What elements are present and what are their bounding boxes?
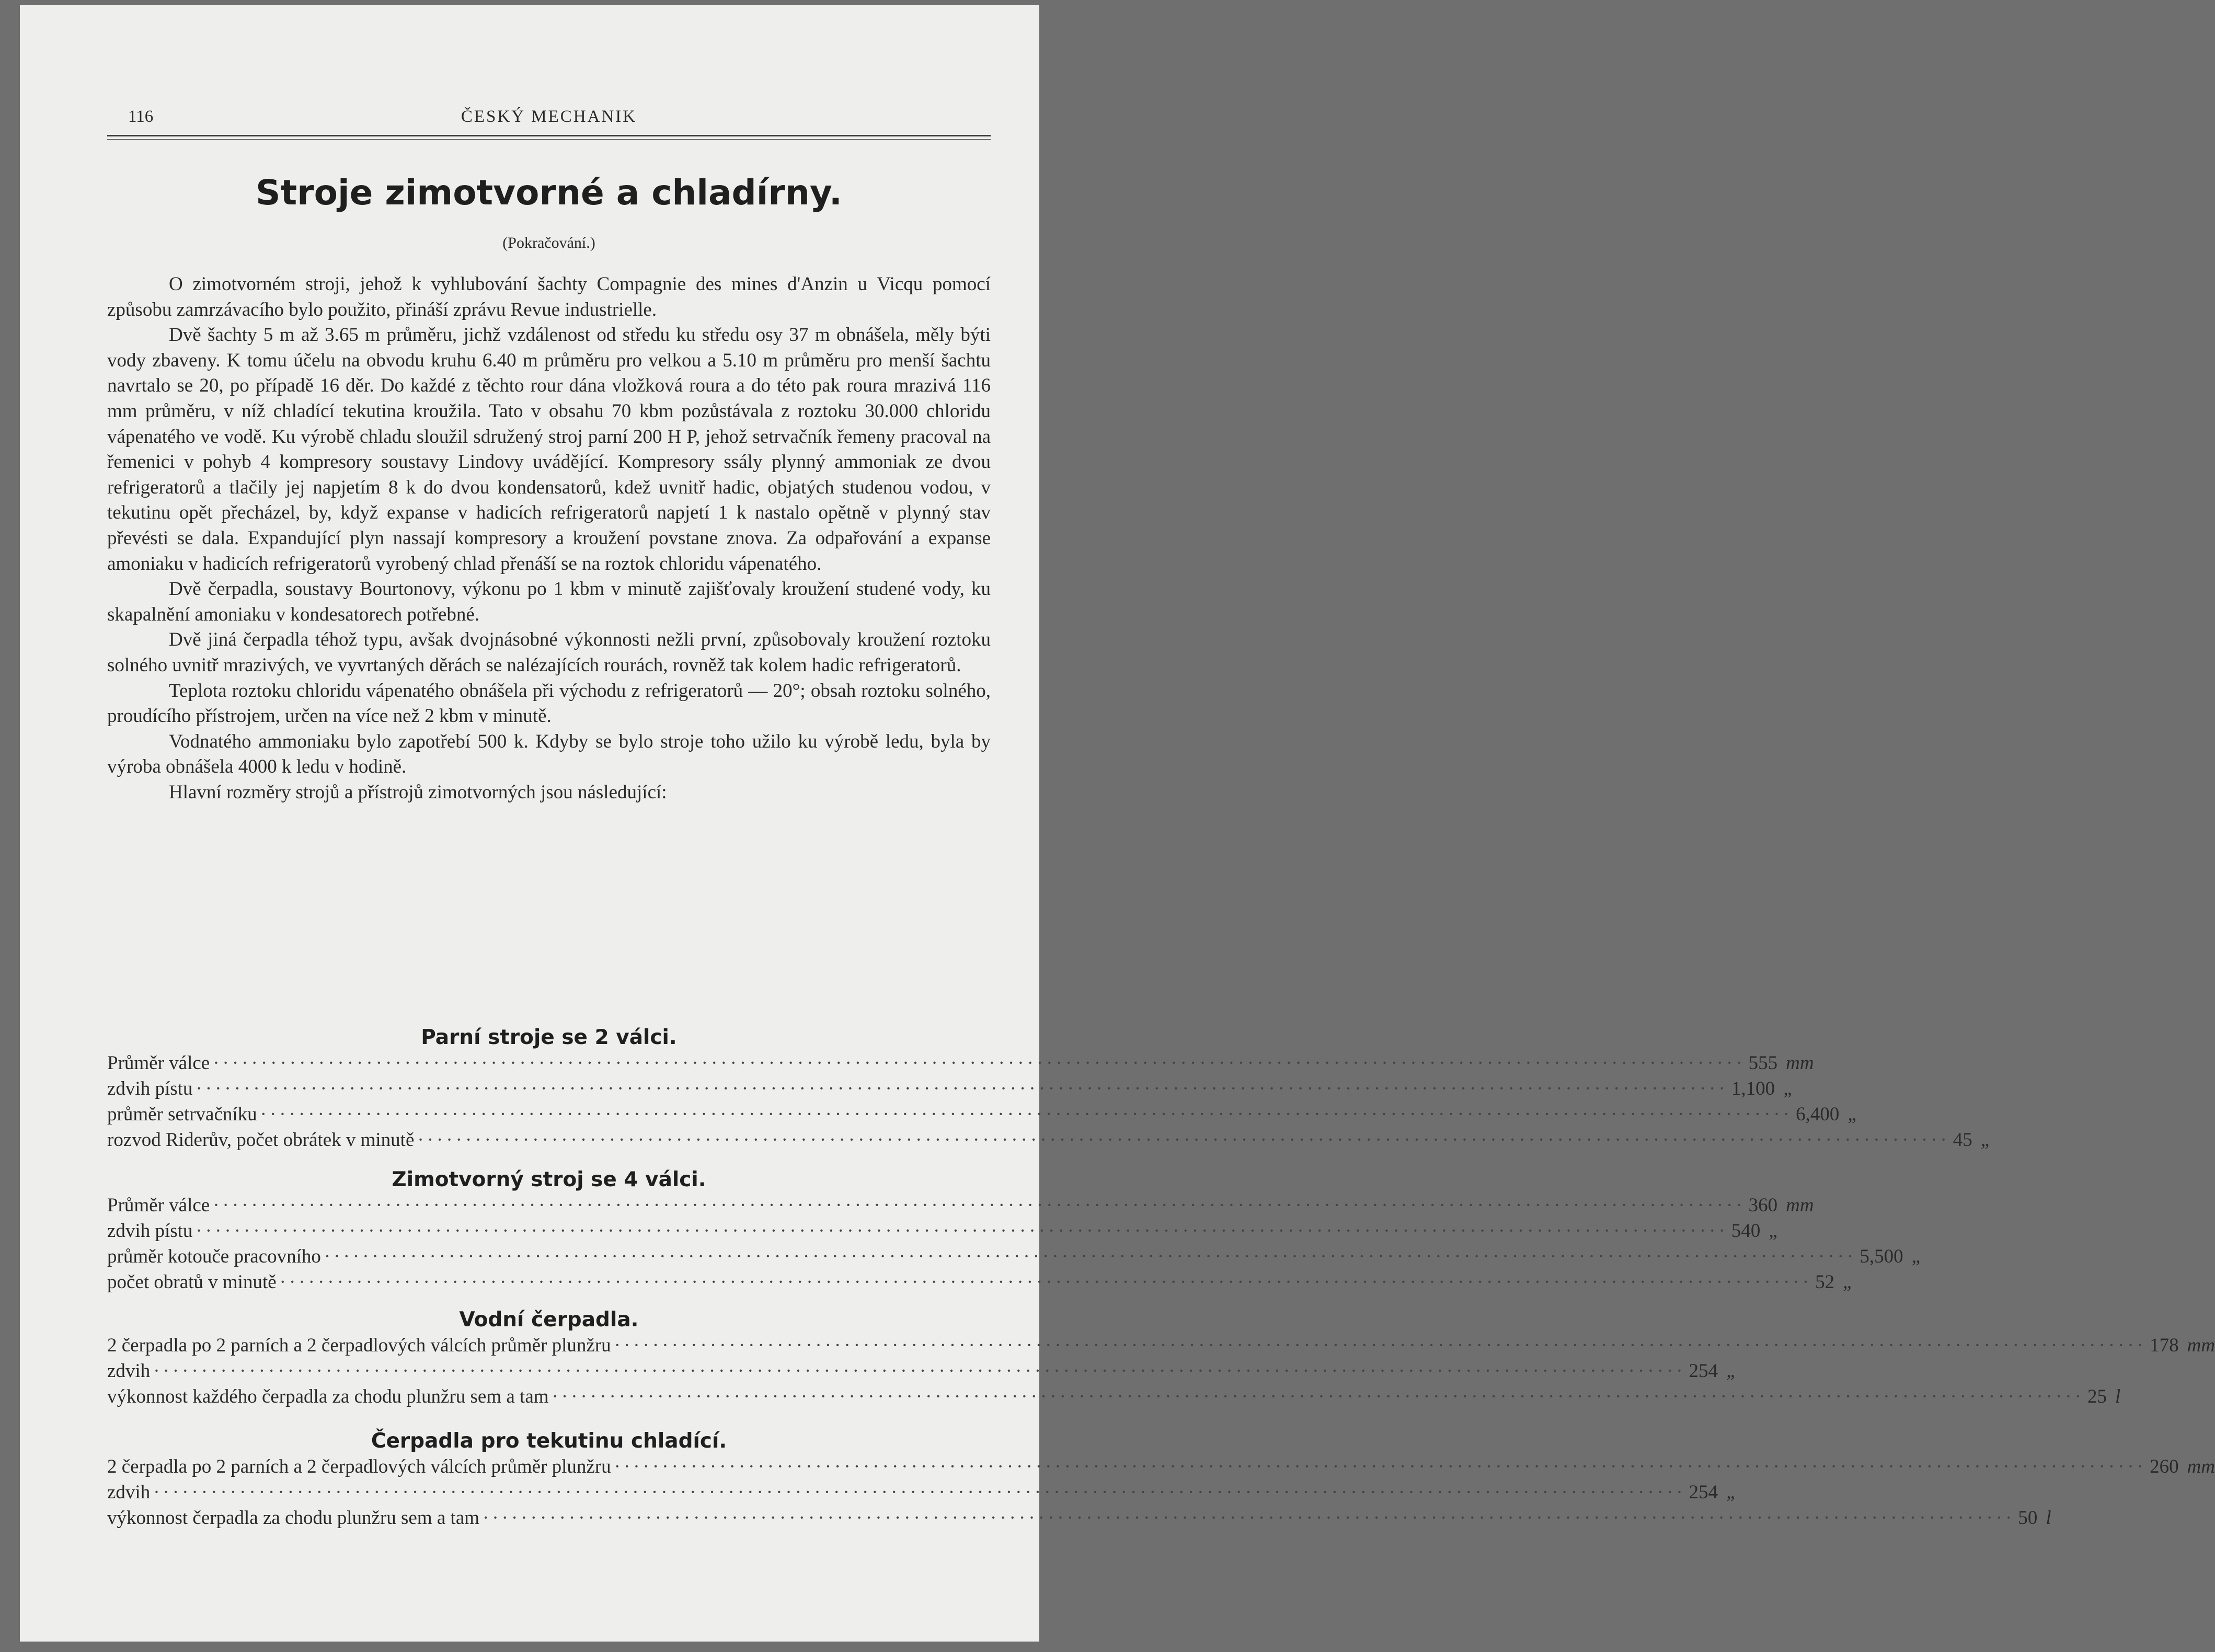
row-unit: „ xyxy=(1769,1220,1780,1242)
row-label: 2 čerpadla po 2 parních a 2 čerpadlových válcích průměr plunžru xyxy=(107,1456,611,1477)
row-value: 1,100 xyxy=(1731,1078,1775,1099)
leader-dots: ································································································································································ xyxy=(614,1335,2147,1356)
row-label: výkonnost čerpadla za chodu plunžru sem a tam xyxy=(107,1507,480,1529)
paragraph: Hlavní rozměry strojů a přístrojů zimotvorných jsou následující: xyxy=(169,781,667,803)
table-row xyxy=(107,1129,1992,1154)
table-row xyxy=(107,1507,2051,1532)
row-label: zdvih pístu xyxy=(107,1078,193,1099)
row-label: 2 čerpadla po 2 parních a 2 čerpadlových válcích průměr plunžru xyxy=(107,1335,611,1356)
row-label: počet obratů v minutě xyxy=(107,1271,277,1293)
table-row xyxy=(107,1194,1814,1220)
row-unit: „ xyxy=(1911,1246,1923,1267)
row-label: Průměr válce xyxy=(107,1052,210,1074)
row-unit: „ xyxy=(1726,1360,1737,1382)
row-label: výkonnost každého čerpadla za chodu plunžru sem a tam xyxy=(107,1386,549,1407)
leader-dots: ································································································································································ xyxy=(279,1271,1812,1293)
table-row xyxy=(107,1103,1858,1129)
table-row xyxy=(107,1481,1737,1507)
leader-dots: ································································································································································ xyxy=(260,1104,1793,1125)
article-title: Stroje zimotvorné a chladírny. xyxy=(256,173,842,213)
row-value: 540 xyxy=(1731,1220,1761,1242)
row-label: průměr setrvačníku xyxy=(107,1104,257,1125)
paragraph: O zimotvorném stroji, jehož k vyhlubování šachty Compagnie des mines d'Anzin u Vicqu pomocí způsobu zamrzávacího bylo použito, přináší zprávu Revue industrielle. xyxy=(107,273,991,320)
row-label: zdvih pístu xyxy=(107,1220,193,1242)
row-unit: mm xyxy=(2187,1335,2215,1356)
table-parni-stroje xyxy=(107,1024,1992,1154)
leader-dots: ································································································································································ xyxy=(213,1052,1746,1074)
row-unit: l xyxy=(2115,1386,2121,1407)
leader-dots: ································································································································································ xyxy=(483,1507,2015,1529)
table-row xyxy=(107,1077,1794,1103)
page-header xyxy=(107,107,991,133)
leader-dots: ································································································································································ xyxy=(196,1078,1728,1099)
row-unit: mm xyxy=(1786,1195,1814,1216)
row-unit: „ xyxy=(1980,1129,1992,1151)
row-value: 50 xyxy=(2018,1507,2038,1529)
row-label: průměr kotouče pracovního xyxy=(107,1246,321,1267)
paragraph: Dvě šachty 5 m až 3.65 m průměru, jichž vzdálenost od středu ku středu osy 37 m obnášela, měly býti vody zbaveny. K tomu účelu na obvodu kruhu 6.40 m průměru pro velkou a 5.10 m průměru pro menší šachtu navrtalo se 20, po případě 16 děr. Do každé z těchto rour dána vložková roura a do této pak roura mrazivá 116 mm průměru, v níž chladící tekutina kroužila. Tato v obsahu 70 kbm pozůstávala z roztoku 30.000 chloridu vápenatého ve vodě. Ku výrobě chladu sloužil sdružený stroj parní 200 H P, jehož setrvačník řemeny pracoval na řemenici v pohyb 4 kompresory soustavy Lindovy uvádějící. Kompresory ssály plynný ammoniak ze dvou refrigeratorů a tlačily jej napjetím 8 k do dvou kondensatorů, kdež uvnitř hadic, objatých studenou vodou, v tekutinu opět přecházel, by, když expanse v hadicích refrigeratorů napjetí 1 k nastalo opětně v plynný stav převésti se dala. Expandující plyn nassají kompresory a kroužení povstane znova. Za odpařování a expanse amoniaku v hadicích refrigeratorů vyrobený chlad přenáší se na roztok chloridu vápenatého. xyxy=(107,324,991,575)
table-row xyxy=(107,1271,1854,1297)
row-value: 5,500 xyxy=(1860,1246,1903,1267)
table-zimotvorny-stroj xyxy=(107,1166,1923,1297)
row-unit: mm xyxy=(1786,1052,1814,1074)
page-number: 116 xyxy=(128,107,154,126)
row-label: zdvih xyxy=(107,1360,151,1382)
paragraph: Dvě jiná čerpadla téhož typu, avšak dvojnásobné výkonnosti nežli první, způsobovaly kroužení roztoku solného uvnitř mrazivých, ve vyvrtaných děrách se nalézajících rourách, rovněž tak kolem hadic refrigeratorů. xyxy=(107,629,991,676)
row-value: 555 xyxy=(1748,1052,1778,1074)
leader-dots: ································································································································································ xyxy=(153,1482,1686,1503)
row-value: 360 xyxy=(1748,1195,1778,1216)
header-rule xyxy=(107,135,991,136)
row-label: Průměr válce xyxy=(107,1195,210,1216)
row-unit: „ xyxy=(1847,1104,1858,1125)
table-title: Čerpadla pro tekutinu chladící. xyxy=(371,1429,727,1453)
leader-dots: ································································································································································ xyxy=(552,1386,2084,1407)
article-body xyxy=(107,272,991,805)
table-row xyxy=(107,1385,2121,1411)
leader-dots: ································································································································································ xyxy=(153,1360,1686,1382)
table-row xyxy=(107,1334,2215,1360)
table-row xyxy=(107,1360,1737,1385)
leader-dots: ································································································································································ xyxy=(417,1129,1950,1151)
leader-dots: ································································································································································ xyxy=(614,1456,2147,1477)
table-vodni-cerpadla xyxy=(107,1306,2215,1411)
running-title: ČESKÝ MECHANIK xyxy=(461,107,637,126)
row-value: 45 xyxy=(1953,1129,1972,1151)
table-row xyxy=(107,1220,1780,1245)
row-value: 6,400 xyxy=(1796,1104,1840,1125)
row-unit: „ xyxy=(1726,1482,1737,1503)
row-value: 52 xyxy=(1815,1271,1835,1293)
leader-dots: ································································································································································ xyxy=(213,1195,1746,1216)
row-unit: „ xyxy=(1783,1078,1794,1099)
table-cerpadla-chladici xyxy=(107,1427,2215,1532)
paragraph: Vodnatého ammoniaku bylo zapotřebí 500 k. Kdyby se bylo stroje toho užilo ku výrobě ledu, byla by výroba obnášela 4000 k ledu v hodině. xyxy=(107,730,991,778)
table-row xyxy=(107,1245,1923,1271)
row-label: rozvod Riderův, počet obrátek v minutě xyxy=(107,1129,415,1151)
table-row xyxy=(107,1455,2215,1481)
row-label: zdvih xyxy=(107,1482,151,1503)
row-unit: mm xyxy=(2187,1456,2215,1477)
table-title: Zimotvorný stroj se 4 válci. xyxy=(392,1168,706,1191)
leader-dots: ································································································································································ xyxy=(324,1246,1857,1267)
row-unit: „ xyxy=(1843,1271,1854,1293)
leader-dots: ································································································································································ xyxy=(196,1220,1728,1242)
paragraph: Teplota roztoku chloridu vápenatého obnášela při východu z refrigeratorů — 20°; obsah roztoku solného, proudícího přístrojem, určen na více než 2 kbm v minutě. xyxy=(107,680,991,727)
row-value: 254 xyxy=(1689,1360,1718,1382)
row-value: 254 xyxy=(1689,1482,1718,1503)
row-value: 178 xyxy=(2150,1335,2179,1356)
row-unit: l xyxy=(2046,1507,2051,1529)
article-subtitle: (Pokračování.) xyxy=(502,234,595,251)
row-value: 25 xyxy=(2087,1386,2107,1407)
paragraph: Dvě čerpadla, soustavy Bourtonovy, výkonu po 1 kbm v minutě zajišťovaly kroužení studené vody, ku skapalnění amoniaku v kondesatorech potřebné. xyxy=(107,578,991,625)
row-value: 260 xyxy=(2150,1456,2179,1477)
table-title: Parní stroje se 2 válci. xyxy=(421,1026,677,1049)
table-row xyxy=(107,1052,1814,1077)
header-rule-thin xyxy=(107,139,991,140)
table-title: Vodní čerpadla. xyxy=(459,1308,639,1332)
